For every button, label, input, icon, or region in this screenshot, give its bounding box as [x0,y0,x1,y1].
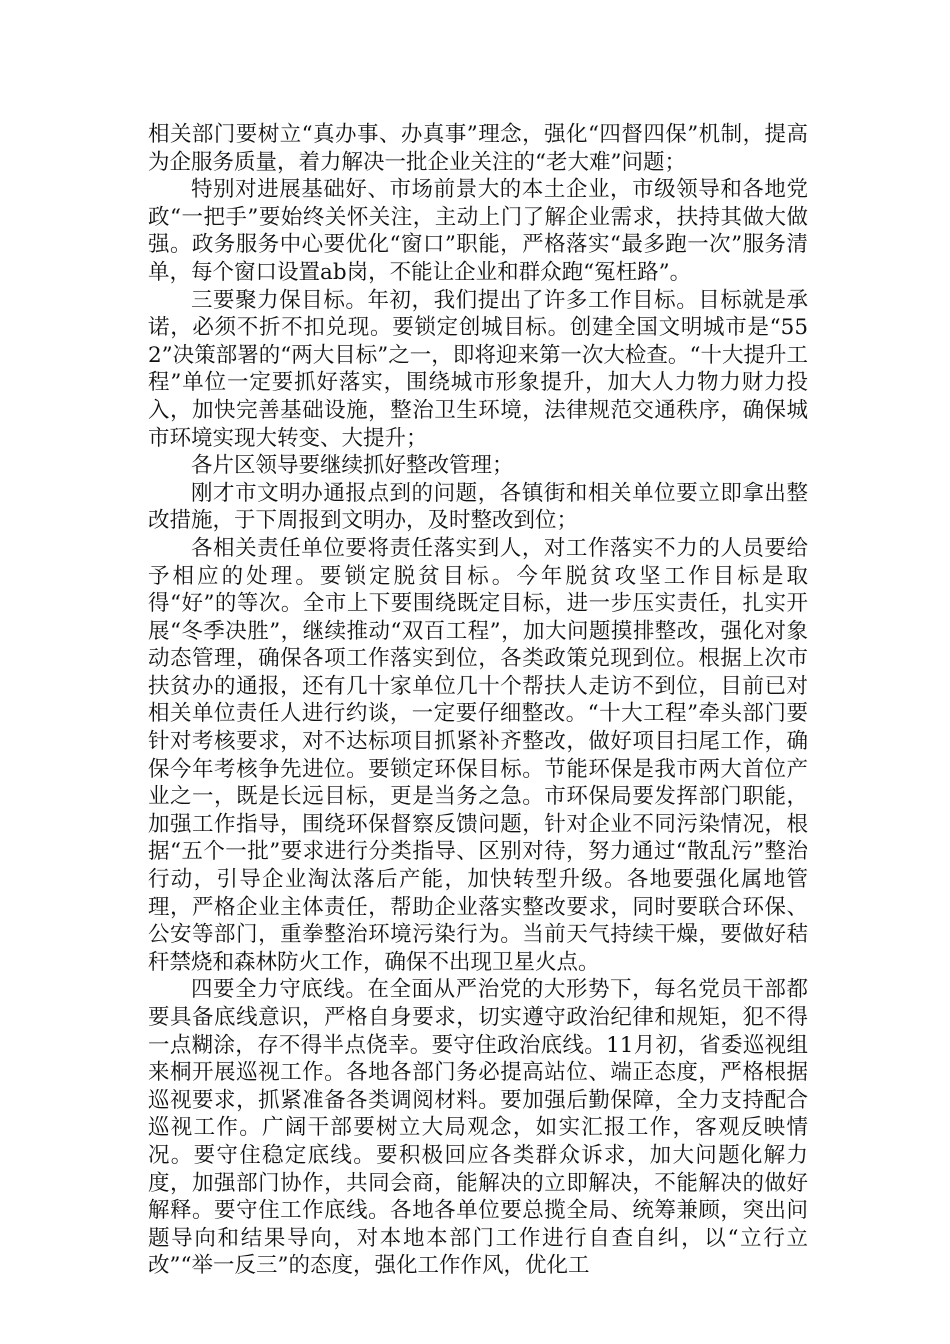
paragraph-2: 特别对进展基础好、市场前景大的本土企业，市级领导和各地党政“一把手”要始终关怀关注，主动上门了解企业需求，扶持其做大做强。政务服务中心要优化“窗口”职能，严格落实“最多跑一次”服务清单，每个窗口设置ab岗，不能让企业和群众跑“冤枉路”。 [148,177,808,285]
paragraph-1: 相关部门要树立“真办事、办真事”理念，强化“四督四保”机制，提高为企服务质量，着力解决一批企业关注的“老大难”问题； [148,122,808,175]
document-body [148,121,808,1280]
paragraph-3: 三要聚力保目标。年初，我们提出了许多工作目标。目标就是承诺，必须不折不扣兑现。要锁定创城目标。创建全国文明城市是“552”决策部署的“两大目标”之一，即将迎来第一次大检查。“十大提升工程”单位一定要抓好落实，围绕城市形象提升，加大人力物力财力投入，加快完善基础设施，整治卫生环境，法律规范交通秩序，确保城市环境实现大转变、大提升； [148,287,808,451]
paragraph-5: 刚才市文明办通报点到的问题，各镇街和相关单位要立即拿出整改措施，于下周报到文明办，及时整改到位； [148,480,808,534]
paragraph-6: 各相关责任单位要将责任落实到人，对工作落实不力的人员要给予相应的处理。要锁定脱贫目标。今年脱贫攻坚工作目标是取得“好”的等次。全市上下要围绕既定目标，进一步压实责任，扎实开展“冬季决胜”，继续推动“双百工程”，加大问题摸排整改，强化对象动态管理，确保各项工作落实到位，各类政策兑现到位。根据上次市扶贫办的通报，还有几十家单位几十个帮扶人走访不到位，目前已对相关单位责任人进行约谈，一定要仔细整改。“十大工程”牵头部门要针对考核要求，对不达标项目抓紧补齐整改，做好项目扫尾工作，确保今年考核争先进位。要锁定环保目标。节能环保是我市两大首位产业之一，既是长远目标，更是当务之急。市环保局要发挥部门职能，加强工作指导，围绕环保督察反馈问题，针对企业不同污染情况，根据“五个一批”要求进行分类指导、区别对待，努力通过“散乱污”整治行动，引导企业淘汰落后产能，加快转型升级。各地要强化属地管理，严格企业主体责任，帮助企业落实整改要求，同时要联合环保、公安等部门，重拳整治环境污染行为。当前天气持续干燥，要做好秸秆禁烧和森林防火工作，确保不出现卫星火点。 [148,535,809,975]
paragraph-7: 四要全力守底线。在全面从严治党的大形势下，每名党员干部都要具备底线意识，严格自身要求，切实遵守政治纪律和规矩，犯不得一点糊涂，存不得半点侥幸。要守住政治底线。11月初，省委巡视组来桐开展巡视工作。各地各部门务必提高站位、端正态度，严格根据巡视要求，抓紧准备各类调阅材料。要加强后勤保障，全力支持配合巡视工作。广阔干部要树立大局观念，如实汇报工作，客观反映情况。要守住稳定底线。要积极回应各类群众诉求，加大问题化解力度，加强部门协作，共同会商，能解决的立即解决，不能解决的做好解释。要守住工作底线。各地各单位要总揽全局、统筹兼顾，突出问题导向和结果导向，对本地本部门工作进行自查自纠，以“立行立改”“举一反三”的态度，强化工作作风，优化工 [148,977,808,1279]
paragraph-4: 各片区领导要继续抓好整改管理； [191,453,514,479]
